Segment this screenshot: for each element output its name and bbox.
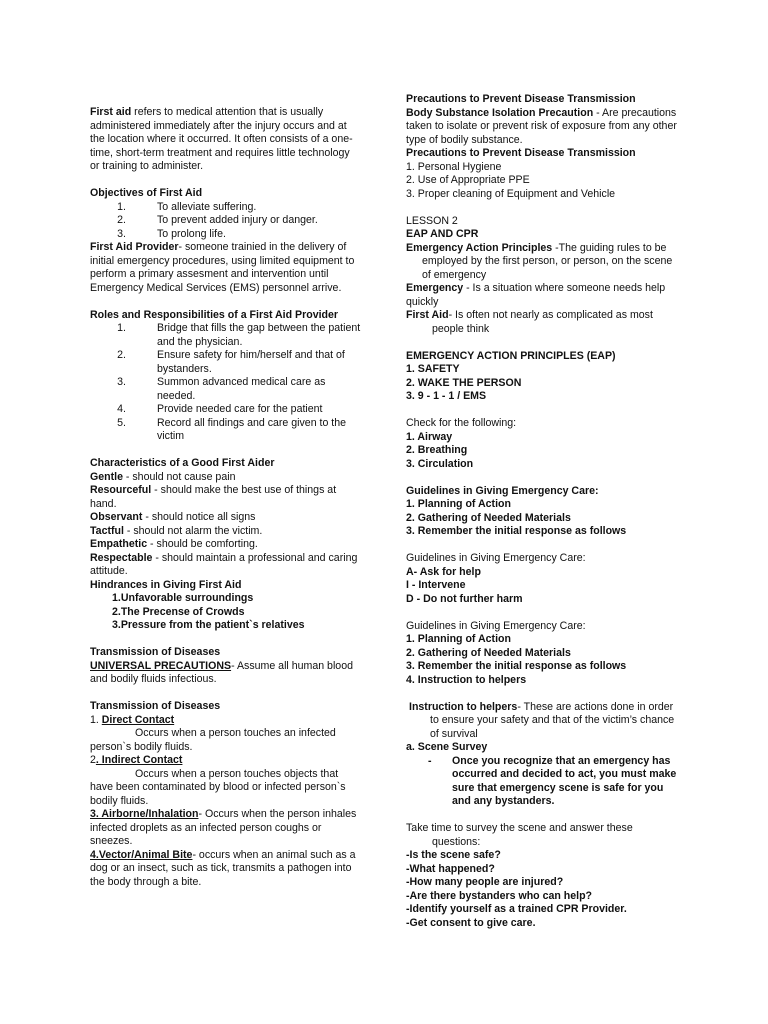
characteristic-item: Tactful - should not alarm the victim. — [90, 524, 263, 537]
list-item: 1. Bridge that fills the gap between the patient and the physician. — [117, 322, 361, 348]
first-aid-note: First Aid- Is often not nearly as complicated as most people think — [406, 309, 653, 335]
indirect-contact-def-1: Occurs when a person touches objects that — [135, 767, 339, 780]
guidelines-heading: Guidelines in Giving Emergency Care: — [406, 484, 599, 497]
list-item: 2. WAKE THE PERSON — [406, 376, 522, 389]
transmission-heading: Transmission of Diseases — [90, 646, 221, 658]
first-aid-def: refers to medical attention that is usually administered immediately after the injury occurs and at the location where it occurred. It often consists of a one-time, short-term treatment and requires little technology or training to administer. — [90, 106, 353, 172]
list-item: 2. Use of Appropriate PPE — [406, 174, 530, 186]
guidelines-heading: Guidelines in Giving Emergency Care: — [406, 619, 586, 632]
list-item: 2. Breathing — [406, 444, 468, 456]
provider-term: First Aid Provider — [90, 241, 179, 253]
list-item: 1. Planning of Action — [406, 498, 511, 510]
list-item: 4. Provide needed care for the patient — [117, 403, 323, 415]
hindrances-heading: Hindrances in Giving First Aid — [90, 578, 242, 591]
indirect-contact-def-2: have been contaminated by blood or infected person`s bodily fluids. — [90, 781, 346, 807]
hindrance-item: 1.Unfavorable surroundings — [112, 592, 254, 604]
characteristic-item: Observant - should notice all signs — [90, 511, 256, 523]
list-item: 1. Planning of Action — [406, 633, 511, 645]
bsi-definition: Body Substance Isolation Precaution - Are precautions taken to isolate or prevent risk of exposure from any other type of bodily substance. — [406, 106, 677, 146]
first-aid-term: First aid — [90, 106, 132, 118]
provider-definition — [90, 241, 362, 295]
lesson-title: EAP AND CPR — [406, 228, 479, 240]
list-item: 1. Personal Hygiene — [406, 160, 502, 173]
characteristic-item: Gentle - should not cause pain — [90, 470, 236, 483]
lesson-label: LESSON 2 — [406, 214, 458, 227]
guidelines-heading: Guidelines in Giving Emergency Care: — [406, 552, 586, 564]
list-item: 1. SAFETY — [406, 363, 460, 375]
question-item: -Get consent to give care. — [406, 916, 536, 929]
check-heading: Check for the following: — [406, 417, 517, 429]
direct-contact-def: Occurs when a person touches an infected person`s bodily fluids. — [90, 727, 336, 753]
precautions-heading: Precautions to Prevent Disease Transmission — [406, 93, 636, 105]
list-item: 3. Summon advanced medical care as needed. — [117, 376, 326, 402]
eap-heading: EMERGENCY ACTION PRINCIPLES (EAP) — [406, 349, 616, 362]
list-item: 2. To prevent added injury or danger. — [117, 214, 318, 226]
survey-intro: Take time to survey the scene and answer these questions: — [406, 822, 633, 848]
list-item: 3. 9 - 1 - 1 / EMS — [406, 390, 487, 402]
characteristic-item: Resourceful - should make the best use of things at hand. — [90, 484, 337, 510]
direct-contact-heading: 1. Direct Contact — [90, 713, 175, 726]
provider-def: - someone trainied in the delivery of initial emergency procedures, using limited equipment to perform a primary assesment and intervention until Emergency Medical Services (EMS) personnel arrive. — [90, 241, 355, 294]
emergency-definition: Emergency - Is a situation where someone needs help quickly — [406, 282, 666, 308]
list-item: 3. Circulation — [406, 457, 474, 470]
characteristic-item: Respectable - should maintain a professional and caring attitude. — [90, 551, 358, 577]
hindrance-item: 2.The Precense of Crowds — [112, 605, 245, 618]
left-column — [90, 106, 362, 889]
list-item: 3. Remember the initial response as follows — [406, 525, 627, 537]
question-item: -How many people are injured? — [406, 876, 564, 888]
list-item: 3. Remember the initial response as follows — [406, 660, 627, 672]
question-item: -Are there bystanders who can help? — [406, 889, 593, 902]
list-item: 2. Ensure safety for him/herself and that of bystanders. — [117, 349, 345, 375]
list-item: 4. Instruction to helpers — [406, 673, 527, 686]
roles-list — [90, 322, 362, 444]
indirect-contact-heading: 2. Indirect Contact — [90, 754, 183, 766]
objectives-list — [90, 201, 362, 242]
vector-def: 4.Vector/Animal Bite- occurs when an animal such as a dog or an insect, such as tick, transmits a pathogen into the body through a bite. — [90, 848, 356, 888]
question-item: -Is the scene safe? — [406, 849, 501, 861]
roles-heading: Roles and Responsibilities of a First Aid Provider — [90, 308, 339, 321]
question-item: -What happened? — [406, 862, 495, 875]
right-column — [406, 93, 678, 930]
universal-precautions: UNIVERSAL PRECAUTIONS- Assume all human blood and bodily fluids infectious. — [90, 659, 353, 685]
list-item: 5. Record all findings and care given to the victim — [117, 416, 347, 442]
list-item: 3. To prolong life. — [117, 227, 226, 240]
airborne-def: 3. Airborne/Inhalation- Occurs when the person inhales infected droplets as an infected person coughs or sneezes. — [90, 808, 357, 847]
first-aid-definition — [90, 106, 362, 174]
instruction-definition: Instruction to helpers- These are actions done in order to ensure your safety and that of the victim’s chance of survival — [409, 700, 675, 740]
list-item: D - Do not further harm — [406, 592, 523, 605]
objectives-heading: Objectives of First Aid — [90, 187, 203, 199]
question-item: -Identify yourself as a trained CPR Provider. — [406, 903, 627, 915]
list-item: 1. Airway — [406, 430, 453, 443]
list-item: I - Intervene — [406, 579, 466, 591]
list-item: 3. Proper cleaning of Equipment and Vehicle — [406, 187, 616, 200]
precautions-heading: Precautions to Prevent Disease Transmission — [406, 147, 636, 159]
list-item: 1. To alleviate suffering. — [117, 200, 257, 213]
transmission-heading: Transmission of Diseases — [90, 700, 221, 712]
list-item: 2. Gathering of Needed Materials — [406, 646, 571, 659]
scene-survey-item: - Once you recognize that an emergency has occurred and decided to act, you must make sure that emergency scene is safe for you and any bystanders. — [428, 754, 677, 807]
characteristics-heading: Characteristics of a Good First Aider — [90, 457, 275, 469]
scene-survey-heading: a. Scene Survey — [406, 741, 488, 753]
list-item: A- Ask for help — [406, 565, 481, 578]
eap-definition: Emergency Action Principles -The guiding rules to be employed by the first person, or person, on the scene of emergency — [406, 241, 673, 281]
list-item: 2. Gathering of Needed Materials — [406, 511, 571, 524]
characteristic-item: Empathetic - should be comforting. — [90, 538, 258, 550]
hindrance-item: 3.Pressure from the patient`s relatives — [112, 619, 305, 631]
